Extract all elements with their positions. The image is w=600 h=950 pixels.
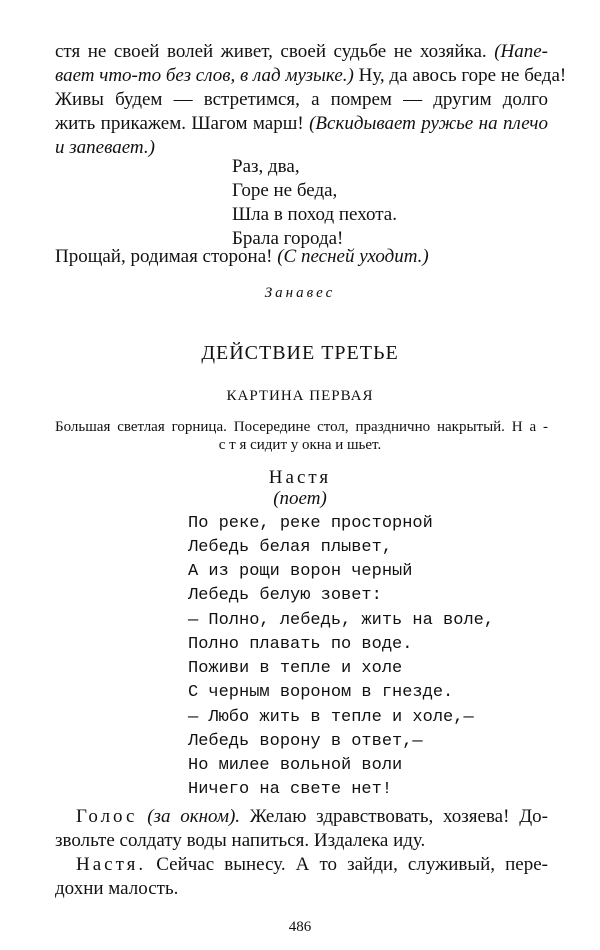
speaker-name: Настя <box>268 467 332 488</box>
prose-line <box>55 65 567 87</box>
verse-line: А из рощи ворон черный <box>188 562 413 581</box>
prose-line <box>55 137 155 159</box>
song-verse <box>188 512 433 608</box>
prose-text: стя не своей волей живет, своей судьбе не хозяйка. <box>55 41 487 62</box>
stage-direction: (за окном). <box>147 806 241 827</box>
dialogue-line <box>76 806 548 828</box>
speaker-name: Голос <box>76 806 138 827</box>
curtain-label: Занавес <box>264 285 336 301</box>
verse-line: Лебедь белую зовет: <box>188 586 382 605</box>
verse-line: Горе не беда, <box>232 180 338 201</box>
dialogue-text: Сейчас вынесу. А то зайди, служивый, пере- <box>156 854 548 875</box>
act-title: ДЕЙСТВИЕ ТРЕТЬЕ <box>201 342 399 364</box>
verse-line: Поживи в тепле и холе <box>188 659 403 678</box>
stage-direction: (С песней уходит.) <box>277 246 429 267</box>
prose-text: Прощай, родимая сторона! <box>55 246 273 267</box>
scene-title: КАРТИНА ПЕРВАЯ <box>226 388 374 404</box>
verse-line: Полно плавать по воде. <box>188 635 413 654</box>
setting-line: Большая светлая горница. Посередине стол, празднично накрытый. Н а - <box>55 419 548 435</box>
setting-line: с т я сидит у окна и шьет. <box>218 437 382 453</box>
dialogue-line <box>76 854 548 876</box>
verse-line: Лебедь ворону в ответ,— <box>188 732 423 751</box>
verse-line: С черным вороном в гнезде. <box>188 683 454 702</box>
stage-direction: (Вскидывает ружье на плечо <box>309 113 548 134</box>
prose-text: жить прикажем. Шагом марш! <box>55 113 304 134</box>
verse-line: Но милее вольной воли <box>188 756 403 775</box>
verse-line: По реке, реке просторной <box>188 514 433 533</box>
song-verse <box>232 155 397 251</box>
prose-line <box>55 246 429 268</box>
verse-line: — Полно, лебедь, жить на воле, <box>188 611 495 630</box>
verse-line: Раз, два, <box>232 156 300 177</box>
stage-direction: (поет) <box>273 488 327 509</box>
stage-direction: вает что-то без слов, в лад музыке.) <box>55 65 354 86</box>
prose-text: Ну, да авось горе не беда! <box>358 65 567 86</box>
dialogue-text: Желаю здравствовать, хозяева! До- <box>249 806 548 827</box>
prose-line <box>55 113 548 135</box>
stage-direction: и запевает.) <box>55 137 155 158</box>
dialogue-line: звольте солдату воды напиться. Издалека иду. <box>55 830 426 851</box>
song-verse <box>188 706 474 802</box>
verse-line: Шла в поход пехота. <box>232 204 397 225</box>
verse-line: Брала города! <box>232 228 344 249</box>
prose-line <box>55 41 548 63</box>
verse-line: — Любо жить в тепле и холе,— <box>188 708 474 727</box>
song-verse <box>188 609 494 705</box>
speaker-name: Настя. <box>76 854 147 875</box>
prose-line <box>55 89 548 111</box>
prose-text: Живы будем — встретимся, а помрем — другим долго <box>55 89 548 110</box>
page-number: 486 <box>288 919 312 935</box>
verse-line: Лебедь белая плывет, <box>188 538 393 557</box>
verse-line: Ничего на свете нет! <box>188 780 393 799</box>
stage-direction: (Напе- <box>494 41 549 62</box>
dialogue-line: дохни малость. <box>55 878 179 899</box>
